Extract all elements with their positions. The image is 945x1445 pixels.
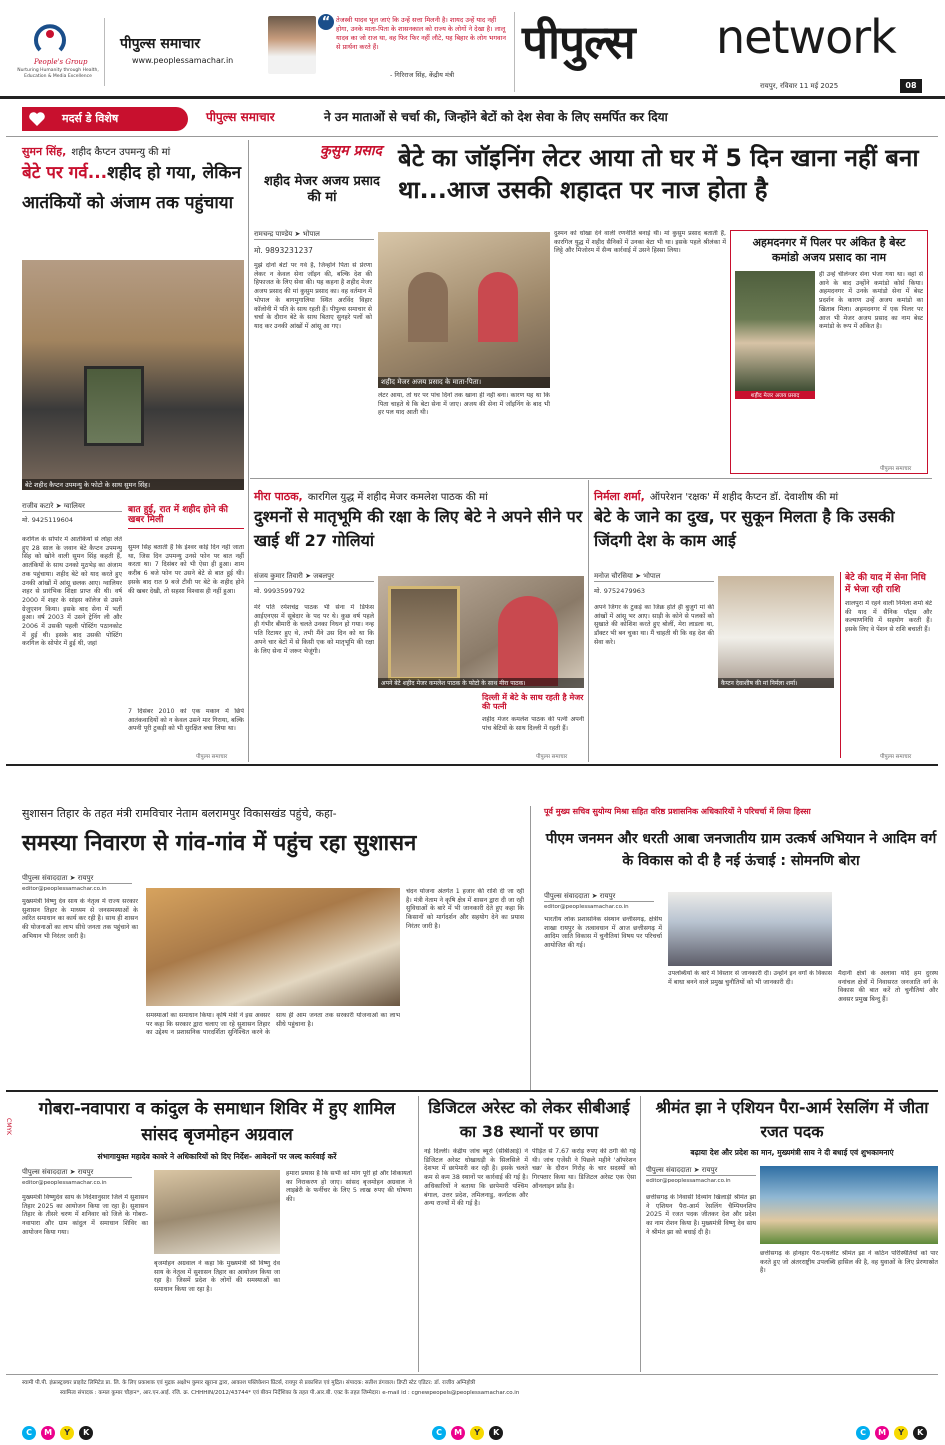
mid-left-headline: समस्या निवारण से गांव-गांव में पहुंच रहा सुशासन <box>22 831 417 856</box>
story2-photo-caption: शहीद मेजर अजय प्रसाद के माता-पिता। <box>378 377 550 388</box>
bot3-byline: पीपुल्स संवाददाता ➤ रायपुर <box>646 1166 756 1176</box>
story2-box <box>730 230 928 474</box>
bot2-body: नई दिल्ली। केंद्रीय जांच ब्यूरो (सीबीआई) ने डिजिटल अरेस्ट धोखाधड़ी के सिलसिले में देशभर में छापेमारी कर रही है। इसके चलते कम से कम 38 स्थानों पर कार्रवाई की गई है। अधिकारियों ने बताया कि छापेमारी पश्चिम बंगाल, उत्तर प्रदेश, तमिलनाडु, कर्नाटक और अन्य राज्यों में की गई है। <box>424 1148 528 1208</box>
story2-box-body: ही उन्हें चीलेन्जर सेना भेजा गया था। वहां से आने के बाद उन्होंने कमांडो कोर्स किया। अहमदनगर में उनके कमांडो सेना में बेस्ट प्रदर्शन के कारण उन्हें अजय कमांडो का खिताब मिला। अहमदनगर में एक पिलर पर आज भी मेजर अजय प्रसाद का नाम बेस्ट कमांडो के रूप में अंकित है। <box>819 271 923 331</box>
brand-logo: पीपुल्स समाचार <box>120 36 201 52</box>
story4-headline: बेटे के जाने का दुख, पर सुकून मिलता है कि उसकी जिंदगी देश के काम आई <box>594 507 895 550</box>
mid-right-body3: मैदानी क्षेत्रों के अलावा यदि हम दुरस्थ वनांचल क्षेत्रों में निवासरत जनजाति वर्ग के विकास की बात करें तो चुनौतियां और अवसर प्रमुख बिन्दु हैं। <box>838 970 938 1004</box>
cmyk-bottom-center <box>432 1420 503 1440</box>
story1-headline-red: बेटे पर गर्व... <box>22 163 108 183</box>
story4-byline: मनोज चौरसिया ➤ भोपाल <box>594 572 714 582</box>
story4-side-title: बेटे की याद में सेना निधि में भेजा रही राशि <box>845 573 926 595</box>
story2-byline: रामचन्द्र पाण्डेय ➤ भोपाल <box>254 230 374 240</box>
mid-right-body: भारतीय लोक प्रशासनिक संस्थान छत्तीसगढ़, क्षेत्रीय शाखा रायपुर के तत्वावधान में आज छत्तीसगढ़ में आदिम जाति विकास में चुनौतियां विषय पर परिचर्चा आयोजित की गई। <box>544 916 662 950</box>
cmyk-y3: Y <box>894 1426 908 1440</box>
cmyk-c3: C <box>856 1426 870 1440</box>
cmyk-c: C <box>22 1426 36 1440</box>
logo-tagline: Nurturing Humanity through Health, Education & Media Excellence <box>17 68 99 79</box>
story2-box-photo-caption: शहीद मेजर अजय प्रसाद <box>735 391 815 399</box>
mid-right-photo <box>668 892 832 966</box>
mid-left-byline: पीपुल्स संवाददाता ➤ रायपुर <box>22 874 132 884</box>
story3-phone: मो. 9993599792 <box>254 587 306 595</box>
story4-sidebar <box>840 572 932 758</box>
mid-right-byline: पीपुल्स संवाददाता ➤ रायपुर <box>544 892 654 902</box>
story1-kicker-rest: शहीद कैप्टन उपमन्यु की मां <box>71 147 171 158</box>
banner-tag-label: मदर्स डे विशेष <box>62 112 119 125</box>
story3-kicker: मीरा पाठक, <box>254 490 303 503</box>
story3-headline: दुश्मनों से मातृभूमि की रक्षा के लिए बेटे ने अपने सीने पर खाई थीं 27 गोलियां <box>254 507 583 550</box>
story1-footer-credit: पीपुल्स समाचार <box>196 754 228 760</box>
cmyk-bottom-right <box>856 1420 927 1440</box>
peoples-group-logo <box>30 22 70 62</box>
bot1-headline: गोबरा-नवापारा व कांदुल के समाधान शिविर में हुए शामिल सांसद बृजमोहन अग्रवाल <box>38 1099 396 1145</box>
cmyk-m3: M <box>875 1426 889 1440</box>
story4-kicker-rest: ऑपरेशन 'रक्षक' में शहीद कैप्टन डॉ. देवाशीष की मां <box>649 492 839 503</box>
bot3-photo <box>760 1166 938 1244</box>
story1-phone: मो. 9425119604 <box>22 516 74 524</box>
story4-footer-credit: पीपुल्स समाचार <box>880 754 912 760</box>
cmyk-left: CMYK <box>5 1118 12 1135</box>
quote-text: तेजस्वी यादव भूल जाएं कि उन्हें सत्ता मिलनी है। शायद उन्हें याद नहीं होगा, उनके माता-पिता के शासनकाल को राज्य के लोगों ने देखा है। लालू यादव का जो राज था, वह फिर फिर नहीं लौटे, यह बिहार के लोग भगवान से प्रार्थना करते हैं। <box>336 16 506 51</box>
banner-text: ने उन माताओं से चर्चा की, जिन्होंने बेटों को देश सेवा के लिए समर्पित कर दिया <box>324 110 668 124</box>
story3-photo <box>378 576 584 688</box>
story1-kicker: सुमन सिंह, <box>22 145 67 158</box>
network-title-english: network <box>716 10 896 64</box>
mid-right-body2: उपलब्धियों के बारे में विस्तार से जानकारी दी। उन्होंने इन वर्गों के विकास में बाधा बनने वाले प्रमुख चुनौतियों को भी जानकारी दी। <box>668 970 832 986</box>
heart-icon <box>28 111 46 127</box>
cmyk-y2: Y <box>470 1426 484 1440</box>
story1-sub-headline: बात हुई, रात में शहीद होने की खबर मिली <box>128 506 244 529</box>
story2-footer-credit: पीपुल्स समाचार <box>880 466 912 472</box>
cmyk-k3: K <box>913 1426 927 1440</box>
story2-box-photo <box>735 271 815 391</box>
story3-sub-headline: दिल्ली में बेटे के साथ रहती है मेजर की पत्नी <box>482 693 584 711</box>
network-title-hindi: पीपुल्स <box>522 15 635 69</box>
bot3-body: छत्तीसगढ़ के निवासी दिव्यांग खिलाड़ी श्रीमंत झा ने एशियन पैरा-आर्म रेसलिंग चैम्पियनशिप 2025 में रजत पदक जीतकर देश और प्रदेश का नाम रोशन किया है। मुख्यमंत्री विष्णु देव साय ने श्रीमंत झा को बधाई दी है। <box>646 1194 756 1236</box>
story4-phone: मो. 9752479963 <box>594 587 646 595</box>
story2-box-title: अहमदनगर में पिलर पर अंकित है बेस्ट कमांडो अजय प्रसाद का नाम <box>752 236 906 264</box>
site-url[interactable]: www.peoplessamachar.in <box>132 56 234 65</box>
mid-right-email[interactable]: editor@peoplessamachar.co.in <box>544 904 629 910</box>
story3-byline: संजय कुमार तिवारी ➤ जबलपुर <box>254 572 374 582</box>
cmyk-m2: M <box>451 1426 465 1440</box>
story3-body: मेरे पति रमेशचंद्र पाठक भी सेना में डिफेंस आईएनएस में सूबेदार के पद पर थे। कुछ वर्ष पहले ही गंभीर बीमारी के चलते उनका निधन हो गया। नन्ह पति रिटायर हुए थे, तभी मैंने उस दिन को था कि अपने चार बेटों में से किसी एक को मातृभूमि की रक्षा के लिए सेना में जरूर भेजूंगी। <box>254 604 374 655</box>
bot3-email[interactable]: editor@peoplessamachar.co.in <box>646 1178 731 1184</box>
story1-photo-caption: बेटे शहीद कैप्टन उपमन्यु के फोटो के साथ सुमन सिंह। <box>22 479 244 490</box>
mid-left-body: मुख्यमंत्री विष्णु देव साय के नेतृत्व में राज्य सरकार सुशासन तिहार के माध्यम से जनसमस्याओं के त्वरित समाधान का कार्य कर रही है। साथ ही शासन की योजनाओं का लाभ सीधे जनता तक पहुंचाने का अभियान भी निरंतर जारी है। <box>22 898 138 940</box>
dateline: रायपुर, रविवार 11 मई 2025 <box>760 82 839 90</box>
quote-mark-icon: “ <box>318 14 334 30</box>
mothers-day-tag <box>22 107 188 131</box>
quote-author: - गिरिराज सिंह, केंद्रीय मंत्री <box>390 71 455 79</box>
page-number: 08 <box>900 79 922 93</box>
bot1-body2: बृजमोहन अग्रवाल ने कहा कि मुख्यमंत्री श्री विष्णु देव साय के नेतृत्व में सुशासन तिहार का आयोजन किया जा रहा है। जिसमें प्रदेश के लोगों की समस्याओं का समाधान किया जा रहा है। <box>154 1260 280 1294</box>
bot2-headline: डिजिटल अरेस्ट को लेकर सीबीआई का 38 स्थानों पर छापा <box>428 1098 630 1141</box>
story3-sub-body: शहीद मेजर कमलेश पाठक की पत्नी अपनी पांच बेटियों के साथ दिल्ली में रहती हैं। <box>482 716 584 732</box>
bot1-sub: संभागायुक्त महादेव कावरे ने अधिकारियों को दिए निर्देश- आवेदनों पर जल्द कार्रवाई करें <box>97 1152 337 1161</box>
story2-kicker-sub: शहीद मेजर अजय प्रसाद की मां <box>264 174 380 205</box>
bot3-body2: छत्तीसगढ़ के होनहार पैरा-एथलीट श्रीमंत झा ने कठिन परिस्थितियों को पार करते हुए जो अंतरराष्ट्रीय उपलब्धि हासिल की है, वह युवाओं के लिए प्रेरणास्रोत है। <box>760 1250 938 1275</box>
story4-photo <box>718 576 834 688</box>
banner-brand: पीपुल्स समाचार <box>206 110 275 124</box>
story1-body: करगिल के सोपोर में आतंकियों से लोहा लेते हुए 28 साल के जवान बेटे कैप्टन उपमन्यु सिंह को खोने वाली सुमन सिंह कहती हैं, आतंकियों के साथ उनको मुठभेड़ का अंजाम तक पहुंचाया। शहीद बेटे को याद करते हुए उनकी आंखों में आंसू छलक आए। ग्वालियर शहर से प्रारंभिक शिक्षा प्राप्त की थी। वर्ष 2000 में शहर के सांइस कॉलेज से उसने ग्रेजुएशन किया। इसके बाद सेना में भर्ती हुआ। वर्ष 2003 में उसने ट्रेनिंग ली और 2006 में उसकी पहली पोस्टिंग पठानकोट में हुई थी। इसके बाद उसकी पोस्टिंग करगिल के सोपोर में हुई थी, जहां <box>22 536 122 648</box>
cmyk-m: M <box>41 1426 55 1440</box>
bot1-body3: हमारा प्रयास है कि सभी को मांग पूरी हो और शिकायतों का निराकरण हो जाए। सांसद बृजमोहन अग्रवाल ने लाइब्रेरी के फर्नीचर के लिए 5 लाख रुपए की घोषणा की। <box>286 1170 412 1204</box>
story2-headline: बेटे का जॉइनिंग लेटर आया तो घर में 5 दिन खाना नहीं बना था...आज उसकी शहादत पर नाज होता है <box>398 144 919 204</box>
story3-kicker-rest: कारगिल युद्ध में शहीद मेजर कमलेश पाठक की मां <box>307 492 488 503</box>
mid-left-body2: समस्याओं का समाधान किया। कृषि मंत्री ने इस अवसर पर कहा कि सरकार द्वारा चलाए जा रहे सुशासन तिहार का उद्देश्य न प्रशासनिक पारदर्शिता सुनिश्चित करने के साथ ही आम जनता तक सरकारी योजनाओं का लाभ सीधे पहुंचाना है। <box>146 1012 400 1037</box>
story1-sub-body2: 7 दिसंबर 2010 को एक मकान में छिपे आतंकवादियों को न केवल उसने मार गिराया, बल्कि अपनी पूरी टुकड़ी को भी सुरक्षित बचा लिया था। <box>128 708 244 733</box>
mid-right-kicker: पूर्व मुख्य सचिव सुयोग्य मिश्रा सहित वरिष्ठ प्रशासनिक अधिकारियों ने परिचर्चा में लिया हिस्सा <box>544 807 811 816</box>
story2-body2: लेटर आया, तो घर पर पांच दिनों तक खाना ही नहीं बना। कारण यह था कि पिता चाहते थे कि बेटा सेना में जाए। अजय की सेना में जॉइनिंग के बाद भी हर पल याद आती थी। <box>378 392 550 417</box>
bot1-byline: पीपुल्स संवाददाता ➤ रायपुर <box>22 1168 132 1178</box>
story2-photo <box>378 232 550 388</box>
bot1-photo <box>154 1170 280 1254</box>
footer-imprint: स्वामी पी.पी. इंफ्रास्ट्रक्चर प्राइवेट लिमिटेड प्रा. लि. के लिए प्रकाशक एवं मुद्रक अक्षोभ कुमार खुराना द्वारा, आकाश पब्लिकेशन प्रिंटर्स, रायपुर से प्रकाशित एवं मुद्रित। संपादक: सतीश डंगवाल। डिप्टी स्टेट एडिटर: डॉ. राजीव अग्निहोत्री <box>22 1380 476 1386</box>
cmyk-bottom-left <box>22 1420 93 1440</box>
story4-photo-caption: कैप्टन देवाशीष की मां निर्मला शर्मा। <box>718 678 834 688</box>
story4-kicker: निर्मला शर्मा, <box>594 490 645 503</box>
bot1-email[interactable]: editor@peoplessamachar.co.in <box>22 1180 107 1186</box>
story1-headline: शहीद हो गया, लेकिन आतंकियों को अंजाम तक पहुंचाया <box>22 163 242 213</box>
cmyk-c2: C <box>432 1426 446 1440</box>
bot1-body: मुख्यमंत्री विष्णुदेव साय के निर्देशानुसार जिले में सुशासन तिहार 2025 का आयोजन किया जा रहा है। सुशासन तिहार के तीसरे चरण में शनिवार को जिले के गोबरा-नवापारा और ग्राम कांदुल में समाधान शिविर का आयोजन किया गया। <box>22 1194 148 1236</box>
story2-kicker: कुसुम प्रसाद <box>320 143 382 159</box>
story3-photo-caption: अपने बेटे शहीद मेजर कमलेश पाठक के फोटो के साथ मीरा पाठक। <box>378 678 584 688</box>
story4-body: अपने जिगर के टुकड़े का जिक्र होते ही बुजुर्ग मां की आंखों में आंसू भर आए। साड़ी के कोने से पलकों को सुखाते की कोशिश करते हुए बोलीं, मेरा लाडला था, डॉक्टर भी बन चुका था। मैं चाहती थी कि वह देश की सेवा करे। <box>594 604 714 646</box>
story3-footer-credit: पीपुल्स समाचार <box>536 754 568 760</box>
story1-photo <box>22 260 244 490</box>
bot2-body2: पीड़ित से 7.67 करोड़ रुपए की ठगी की गई थी। जांच एजेंसी ने पिछले महीने 'ऑपरेशन चक्र' के दौरान गिरोह के चार सदस्यों को गिरफ्तार किया था। डिजिटल अरेस्ट एक ऐसा ऑनलाइन फ्रॉड है। <box>532 1148 636 1190</box>
cmyk-k2: K <box>489 1426 503 1440</box>
mid-left-body3: चंदन योजना अंतर्गत 1 हजार की राशि दी जा रही है। मंत्री नेताम ने कृषि क्षेत्र में शासन द्वारा दी जा रही सुविधाओं के बारे में भी जानकारी देते हुए कहा कि किसानों को मार्गदर्शन और सहयोग देने का प्रयास निरंतर जारी है। <box>406 888 524 930</box>
story2-body1: मुझे दोनों बेटों पर गर्व है, जिन्होंने पिता से प्रेरणा लेकर न केवल सेना जॉइन की, बल्कि देश की हिफाजत के लिए सेवा की। यह कहना है शहीद मेजर अजय प्रसाद की मां कुसुम प्रसाद का। वह वर्तमान में भोपाल के बागमुगालिया स्थित अरविंद विहार कॉलोनी में पति के साथ रहती हैं। पीपुल्स समाचार से चर्चा के दौरान बेटे के साथ बिताए सुनहरे पलों को याद कर उनकी आंखों में आंसू आ गए। <box>254 262 372 330</box>
story1-byline: राजीव कटारे ➤ ग्वालियर <box>22 502 122 512</box>
mid-right-headline: पीएम जनमन और धरती आबा जनजातीय ग्राम उत्कर्ष अभियान ने आदिम वर्ग के विकास को दी है नई ऊंचाई : सोमनणि बोरा <box>545 831 937 869</box>
story2-body3: दुश्मन को धोखा देने वाली रणनीति बनाई थी। मां कुसुम प्रसाद बताती हैं, कारगिल युद्ध में शहीद सैनिकों में उनका बेटा भी था। इसके पहले श्रीलंका में लिट्टे और मिजोरम में सैन्य कार्रवाई में उसने हिस्सा लिया। <box>554 230 726 255</box>
story1-sub-body: सुमन सिंह बताती हैं कि ईश्वर कोई दिन नहीं जाता था, जिस दिन उपमन्यु उनसे फोन पर बात नहीं करता था। 7 दिसंबर को भी ऐसा ही हुआ। शाम करीब 6 बजे फोन पर उसने बेटे से बात हुई थी। इसके बाद रात 9 बजे टीवी पर बेटे के शहीद होने की खबर देखी, तो सहसा विश्वास ही नहीं हुआ। <box>128 544 244 595</box>
mid-left-email[interactable]: editor@peoplessamachar.co.in <box>22 886 107 892</box>
footer-imprint2: स्वामित्व संपादक : कमल कुमार चौहान*, आर.एन.आई. रजि. क्र. CHHHIN/2012/43744* एवं बीवन निर्देशिका के तहत पी.आर.बी. एक्ट के तहत जिम्मेदार। e-mail id : cgnewpeopels@peoplessamachar.co.in <box>60 1390 520 1396</box>
cmyk-y: Y <box>60 1426 74 1440</box>
mid-left-photo <box>146 888 400 1006</box>
story2-phone: मो. 9893231237 <box>254 246 313 255</box>
story4-side-body: शालपुरा में रहने वाली निर्मला शर्मा बेटे की याद में सैनिक पॉट्स और कल्याणनिधि में सहयोग करती हैं। इसके लिए वे पेंशन से राशि बचाती हैं। <box>845 600 932 634</box>
bot3-sub: बढ़ाया देश और प्रदेश का मान, मुख्यमंत्री साय ने दी बधाई एवं शुभकामनाएं <box>690 1148 894 1157</box>
minister-photo <box>268 16 316 74</box>
mid-left-kicker: सुशासन तिहार के तहत मंत्री रामविचार नेताम बलरामपुर विकासखंड पहुंचे, कहा- <box>22 807 337 820</box>
bot3-headline: श्रीमंत झा ने एशियन पैरा-आर्म रेसलिंग में जीता रजत पदक <box>655 1098 929 1141</box>
logo-name: People's Group <box>34 58 88 66</box>
cmyk-k: K <box>79 1426 93 1440</box>
